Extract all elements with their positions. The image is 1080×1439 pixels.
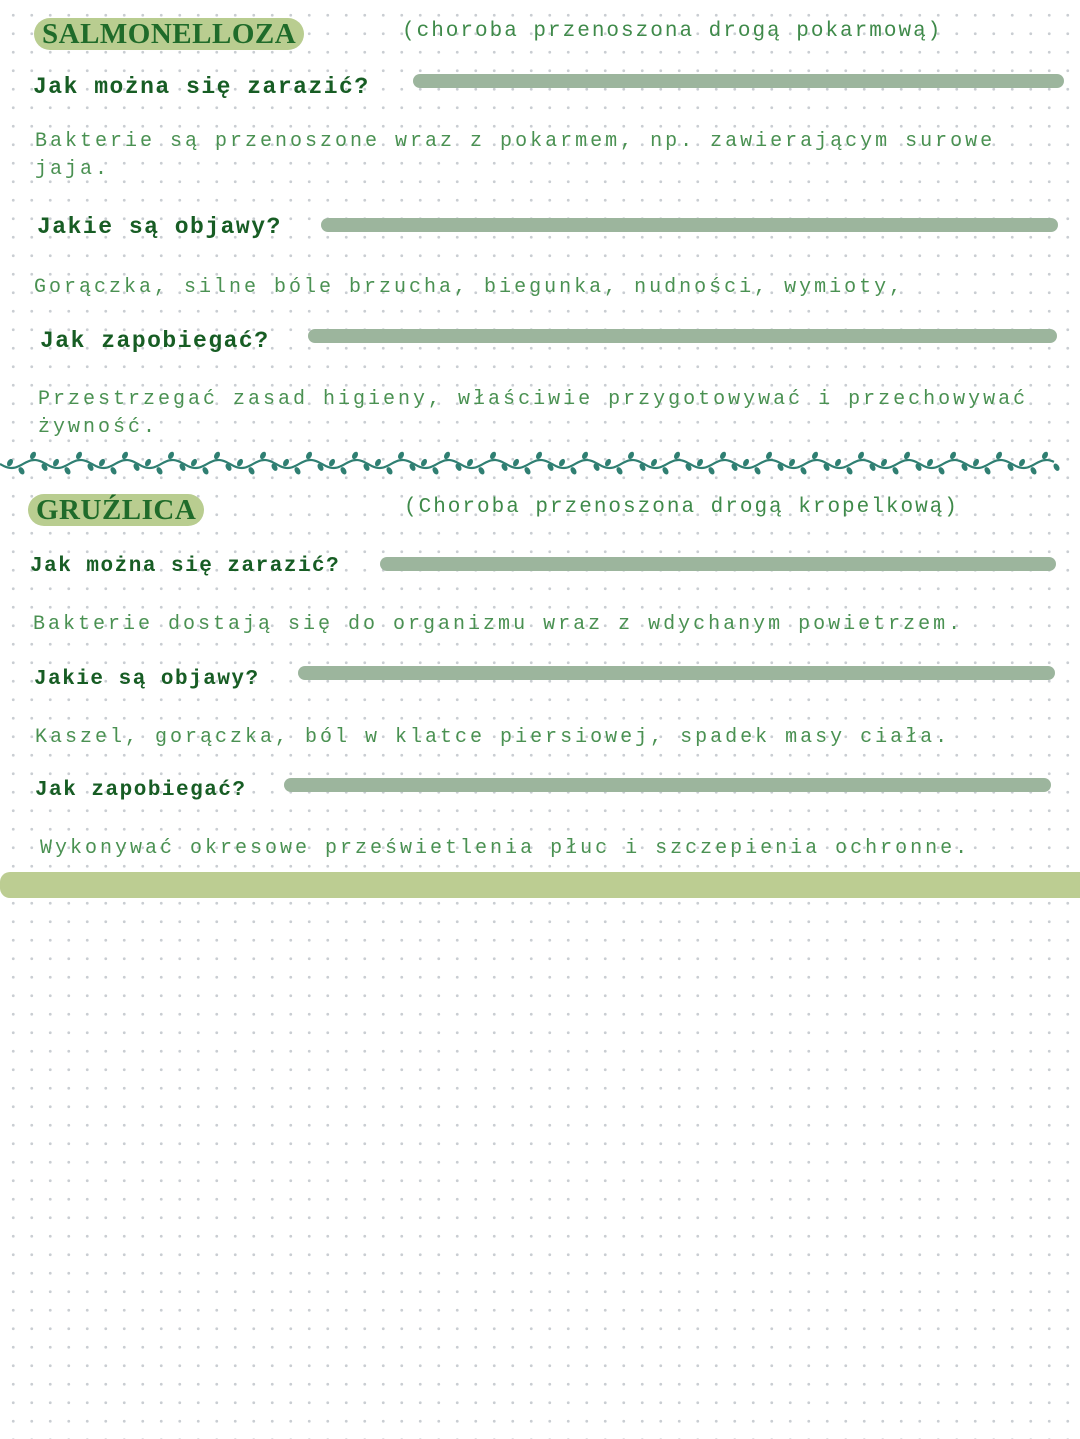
answer-symptoms: Kaszel, gorączka, ból w klatce piersiowej, spadek masy ciała. (35, 726, 951, 749)
vine-leaf (374, 458, 383, 468)
vine-leaf (420, 458, 429, 468)
vine-leaf (1018, 458, 1027, 468)
vine-leaf (282, 458, 291, 468)
answer-symptoms: Gorączka, silne bóle brzucha, biegunka, nudności, wymioty, (34, 276, 905, 299)
vine-leaf (765, 451, 774, 461)
vine-leaf (144, 458, 153, 468)
question-underline-bar (380, 557, 1056, 571)
vine-leaf (604, 458, 613, 468)
vine-leaf (98, 458, 107, 468)
vine-leaf (121, 451, 130, 461)
vine-leaf (351, 451, 360, 461)
bottom-divider-band (0, 872, 1080, 898)
section-title: SALMONELLOZA (34, 18, 304, 50)
answer-prevention: Przestrzegać zasad higieny, właściwie przygotowywać i przechowywać żywność. (38, 388, 1029, 439)
vine-leaf (627, 451, 636, 461)
answer-prevention: Wykonywać okresowe prześwietlenia płuc i szczepienia ochronne. (40, 837, 971, 860)
vine-leaf (328, 458, 337, 468)
vine-leaf (52, 458, 61, 468)
section-subtitle: (Choroba przenoszona drogą kropelkową) (404, 496, 959, 519)
vine-leaf (535, 451, 544, 461)
vine-leaf (811, 451, 820, 461)
vine-divider (0, 444, 1080, 484)
section-subtitle: (choroba przenoszona drogą pokarmową) (402, 20, 943, 43)
question-prevention: Jak zapobiegać? (35, 779, 247, 802)
vine-leaf (190, 458, 199, 468)
vine-leaf (834, 458, 843, 468)
question-symptoms: Jakie są objawy? (37, 214, 282, 240)
vine-leaf (512, 458, 521, 468)
question-underline-bar (413, 74, 1064, 88)
question-underline-bar (298, 666, 1055, 680)
question-underline-bar (321, 218, 1058, 232)
vine-leaf (995, 451, 1004, 461)
vine-leaf (673, 451, 682, 461)
vine-leaf (880, 458, 889, 468)
vine-leaf (466, 458, 475, 468)
vine-leaf (213, 451, 222, 461)
vine-leaf (305, 451, 314, 461)
vine-leaf (742, 458, 751, 468)
question-underline-bar (308, 329, 1057, 343)
answer-transmission: Bakterie są przenoszone wraz z pokarmem, np. zawierającym surowe jaja. (35, 130, 996, 181)
answer-transmission: Bakterie dostają się do organizmu wraz z wdychanym powietrzem. (33, 613, 964, 636)
section-title: GRUŹLICA (28, 494, 204, 526)
vine-leaf (558, 458, 567, 468)
vine-leaf (696, 458, 705, 468)
vine-leaf (259, 451, 268, 461)
vine-leaf (489, 451, 498, 461)
vine-leaf (788, 458, 797, 468)
vine-leaf (857, 451, 866, 461)
question-symptoms: Jakie są objawy? (34, 668, 260, 691)
vine-leaf (581, 451, 590, 461)
question-transmission: Jak można się zarazić? (30, 555, 341, 578)
vine-leaf (167, 451, 176, 461)
vine-leaf (903, 451, 912, 461)
question-prevention: Jak zapobiegać? (40, 328, 270, 354)
vine-leaf (75, 451, 84, 461)
vine-leaf (719, 451, 728, 461)
vine-leaf (443, 451, 452, 461)
question-underline-bar (284, 778, 1051, 792)
vine-leaf (29, 451, 38, 461)
vine-stem (0, 460, 1054, 468)
vine-leaf (650, 458, 659, 468)
vine-leaf (397, 451, 406, 461)
vine-leaf (949, 451, 958, 461)
vine-leaf (972, 458, 981, 468)
question-transmission: Jak można się zarazić? (33, 74, 370, 100)
vine-leaf (6, 458, 15, 468)
vine-leaf (926, 458, 935, 468)
vine-leaf (1041, 451, 1050, 461)
vine-leaf (236, 458, 245, 468)
vine-leaf (1052, 462, 1061, 472)
